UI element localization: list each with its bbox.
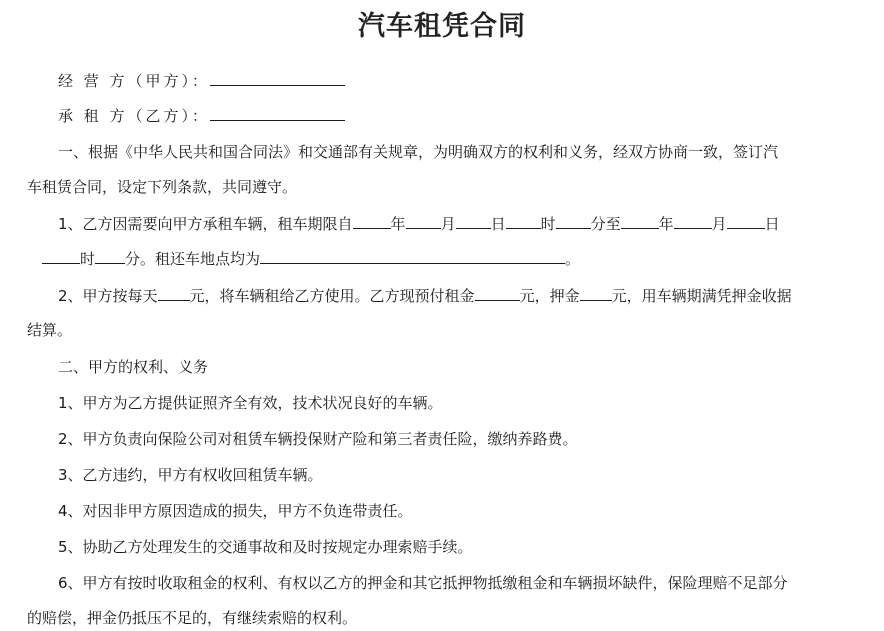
clause2-line2: 结算。	[27, 321, 73, 339]
party-b-line	[58, 105, 345, 126]
clause2-part4: 元，用车辆期满凭押金收据	[611, 287, 792, 305]
clause1-end: 。	[565, 250, 581, 268]
unit-month: 月	[440, 215, 456, 233]
section2-item-3: 3、乙方违约，甲方有权收回租赁车辆。	[58, 466, 323, 484]
party-a-label: 经 营 方（甲方）：	[58, 72, 211, 90]
clause1-line1	[58, 213, 780, 234]
unit-minute-to: 分至	[590, 215, 621, 233]
unit-day: 日	[490, 215, 506, 233]
document-title: 汽车租凭合同	[358, 11, 526, 42]
clause2-part3: 元，押金	[519, 287, 580, 305]
section2-item-2: 2、甲方负责向保险公司对租赁车辆投保财产险和第三者责任险，缴纳养路费。	[58, 430, 578, 448]
clause1-prefix: 1、乙方因需要向甲方承租车辆，租车期限自	[58, 215, 353, 233]
party-b-label: 承 租 方（乙方）：	[58, 107, 211, 125]
unit-year-end: 年	[658, 215, 674, 233]
end-month-blank[interactable]	[674, 213, 712, 229]
start-day-blank[interactable]	[456, 213, 491, 229]
daily-rate-blank[interactable]	[158, 285, 190, 301]
prepaid-rent-blank[interactable]	[475, 285, 520, 301]
section1-line2: 车租赁合同，设定下列条款，共同遵守。	[27, 178, 298, 196]
location-label: 分。租还车地点均为	[125, 250, 261, 268]
clause1-line2	[42, 248, 580, 269]
start-minute-blank[interactable]	[556, 213, 591, 229]
party-b-blank[interactable]	[210, 105, 345, 121]
unit-hour-end: 时	[80, 250, 96, 268]
unit-month-end: 月	[711, 215, 727, 233]
start-month-blank[interactable]	[406, 213, 441, 229]
start-year-blank[interactable]	[353, 213, 391, 229]
section2-item-4: 4、对因非甲方原因造成的损失，甲方不负连带责任。	[58, 502, 413, 520]
end-day-blank[interactable]	[727, 213, 765, 229]
end-minute-blank[interactable]	[95, 248, 125, 264]
clause2-line1	[58, 285, 792, 306]
section2-heading: 二、甲方的权利、义务	[58, 358, 209, 376]
deposit-blank[interactable]	[580, 285, 612, 301]
end-year-blank[interactable]	[621, 213, 659, 229]
section2-item-5: 5、协助乙方处理发生的交通事故和及时按规定办理索赔手续。	[58, 538, 473, 556]
unit-year: 年	[390, 215, 406, 233]
unit-day-end: 日	[764, 215, 780, 233]
end-hour-blank[interactable]	[42, 248, 80, 264]
clause2-part2: 元，将车辆租给乙方使用。乙方现预付租金	[189, 287, 475, 305]
party-a-blank[interactable]	[210, 70, 345, 86]
start-hour-blank[interactable]	[506, 213, 541, 229]
clause2-part1: 2、甲方按每天	[58, 287, 158, 305]
location-blank[interactable]	[260, 248, 565, 264]
party-a-line	[58, 70, 345, 91]
section2-item-1: 1、甲方为乙方提供证照齐全有效，技术状况良好的车辆。	[58, 394, 443, 412]
unit-hour: 时	[540, 215, 556, 233]
section1-line1: 一、根据《中华人民共和国合同法》和交通部有关规章，为明确双方的权利和义务，经双方协商一致，签订汽	[58, 143, 779, 161]
section2-item-6-line2: 的赔偿，押金仍抵压不足的，有继续索赔的权利。	[27, 609, 358, 627]
section2-item-6-line1: 6、甲方有按时收取租金的权利、有权以乙方的押金和其它抵押物抵缴租金和车辆损坏缺件，保险理赔不足部分	[58, 574, 788, 592]
